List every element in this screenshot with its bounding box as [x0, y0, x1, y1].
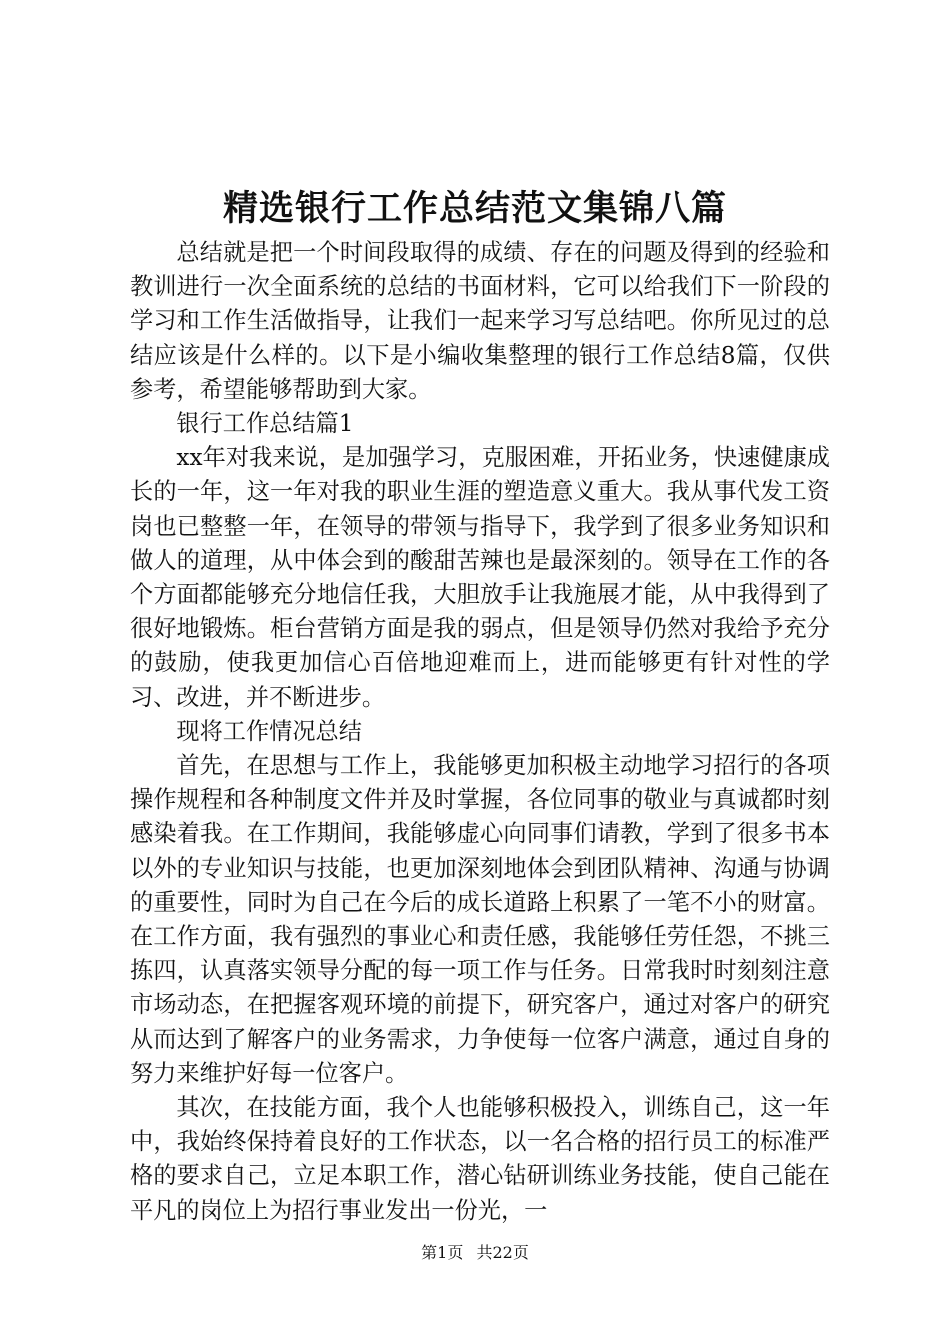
page-total: 共22页 — [476, 1243, 529, 1262]
page-footer — [0, 1242, 950, 1264]
body-paragraph: 其次，在技能方面，我个人也能够积极投入，训练自己，这一年中，我始终保持着良好的工作状态，以一名合格的招行员工的标准严格的要求自己，立足本职工作，潜心钻研训练业务技能，使自己能在平凡的岗位上为招行事业发出一份光，一 — [130, 1094, 830, 1224]
document-body — [130, 236, 830, 1228]
document-title: 精选银行工作总结范文集锦八篇 — [222, 188, 727, 229]
section-heading: 银行工作总结篇1 — [176, 410, 354, 438]
subsection-heading: 现将工作情况总结 — [176, 717, 362, 745]
body-paragraph: xx年对我来说，是加强学习，克服困难，开拓业务，快速健康成长的一年，这一年对我的职业生涯的塑造意义重大。我从事代发工资岗也已整整一年，在领导的带领与指导下，我学到了很多业务知识和做人的道理，从中体会到的酸甜苦辣也是最深刻的。领导在工作的各个方面都能够充分地信任我，大胆放手让我施展才能，从中我得到了很好地锻炼。柜台营销方面是我的弱点，但是领导仍然对我给予充分的鼓励，使我更加信心百倍地迎难而上，进而能够更有针对性的学习、改进，并不断进步。 — [130, 444, 830, 711]
body-paragraph: 首先，在思想与工作上，我能够更加积极主动地学习招行的各项操作规程和各种制度文件并及时掌握，各位同事的敬业与真诚都时刻感染着我。在工作期间，我能够虚心向同事们请教，学到了很多书本以外的专业知识与技能，也更加深刻地体会到团队精神、沟通与协调的重要性，同时为自己在今后的成长道路上积累了一笔不小的财富。在工作方面，我有强烈的事业心和责任感，我能够任劳任怨，不挑三拣四，认真落实领导分配的每一项工作与任务。日常我时时刻刻注意市场动态，在把握客观环境的前提下，研究客户，通过对客户的研究从而达到了解客户的业务需求，力争使每一位客户满意，通过自身的努力来维护好每一位客户。 — [130, 752, 830, 1087]
intro-paragraph: 总结就是把一个时间段取得的成绩、存在的问题及得到的经验和教训进行一次全面系统的总结的书面材料，它可以给我们下一阶段的学习和工作生活做指导，让我们一起来学习写总结吧。你所见过的总结应该是什么样的。以下是小编收集整理的银行工作总结8篇，仅供参考，希望能够帮助到大家。 — [130, 239, 830, 403]
page-number: 第1页 — [421, 1243, 464, 1262]
